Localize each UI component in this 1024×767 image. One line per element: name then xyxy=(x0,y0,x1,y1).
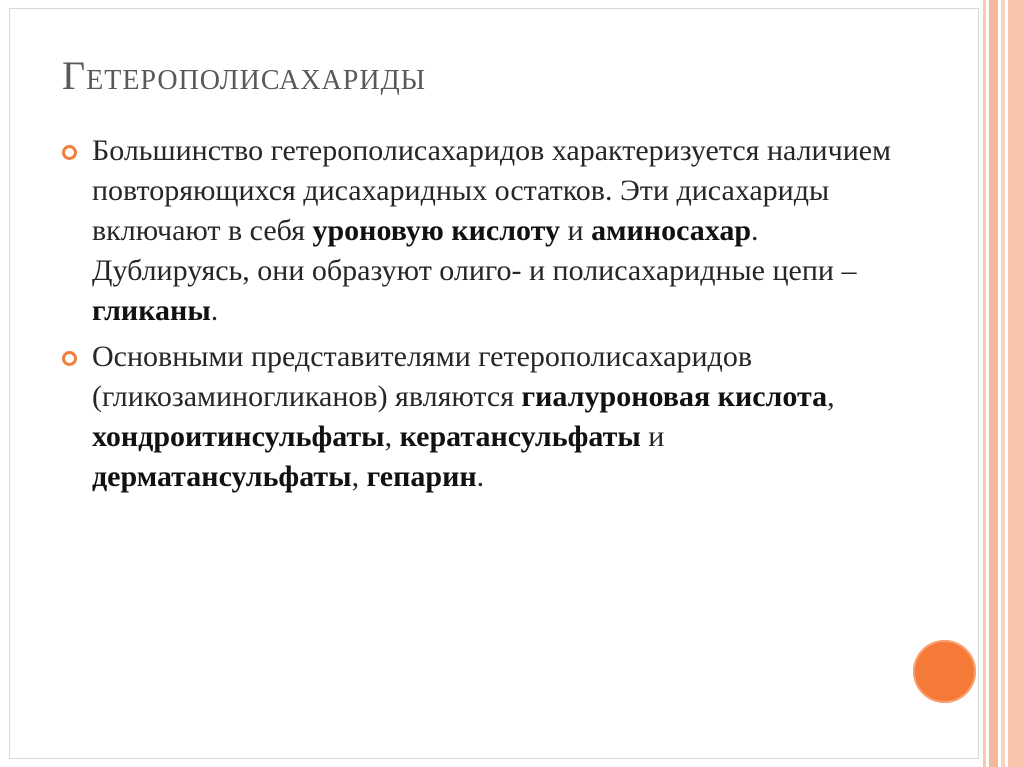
bullet-item xyxy=(62,131,892,331)
bold-term: аминосахар xyxy=(591,214,752,247)
decorative-stripe xyxy=(989,0,998,767)
bullet-text: . xyxy=(476,460,485,493)
bold-term: уроновую кислоту xyxy=(312,214,560,247)
slide-title: Гетерополисахариды xyxy=(62,53,427,98)
bullet-text: , xyxy=(384,420,400,453)
decorative-stripe xyxy=(983,0,986,767)
bullet-text: Большинство гетерополисахаридов характеризуется наличием повторяющихся дисахаридных остатков. Эти дисахариды включают в себя xyxy=(92,134,892,247)
bold-term: дерматансульфаты xyxy=(92,460,352,493)
slide-content xyxy=(62,131,892,503)
decorative-stripe xyxy=(1001,0,1005,767)
bold-term: кератансульфаты xyxy=(399,420,641,453)
bold-term: хондроитинсульфаты xyxy=(92,420,385,453)
bullet-text: , xyxy=(827,380,835,413)
bold-term: гликаны xyxy=(92,294,211,327)
bullet-text: Основными представителями гетерополисахаридов (гликозаминогликанов) являются xyxy=(92,340,752,413)
bold-term: гиалуроновая кислота xyxy=(521,380,828,413)
bullet-text: и xyxy=(560,214,592,247)
ring-bullet-icon xyxy=(62,351,77,366)
bullet-text: . Дублируясь, они образуют олиго- и полисахаридные цепи – xyxy=(92,214,857,287)
bullet-text: , xyxy=(351,460,367,493)
bullet-text: и xyxy=(640,420,665,453)
ring-bullet-icon xyxy=(62,145,77,160)
bullet-item xyxy=(62,337,892,497)
bullet-text: . xyxy=(210,294,219,327)
decorative-circle xyxy=(913,640,976,703)
bold-term: гепарин xyxy=(366,460,477,493)
decorative-stripe xyxy=(1008,0,1024,767)
